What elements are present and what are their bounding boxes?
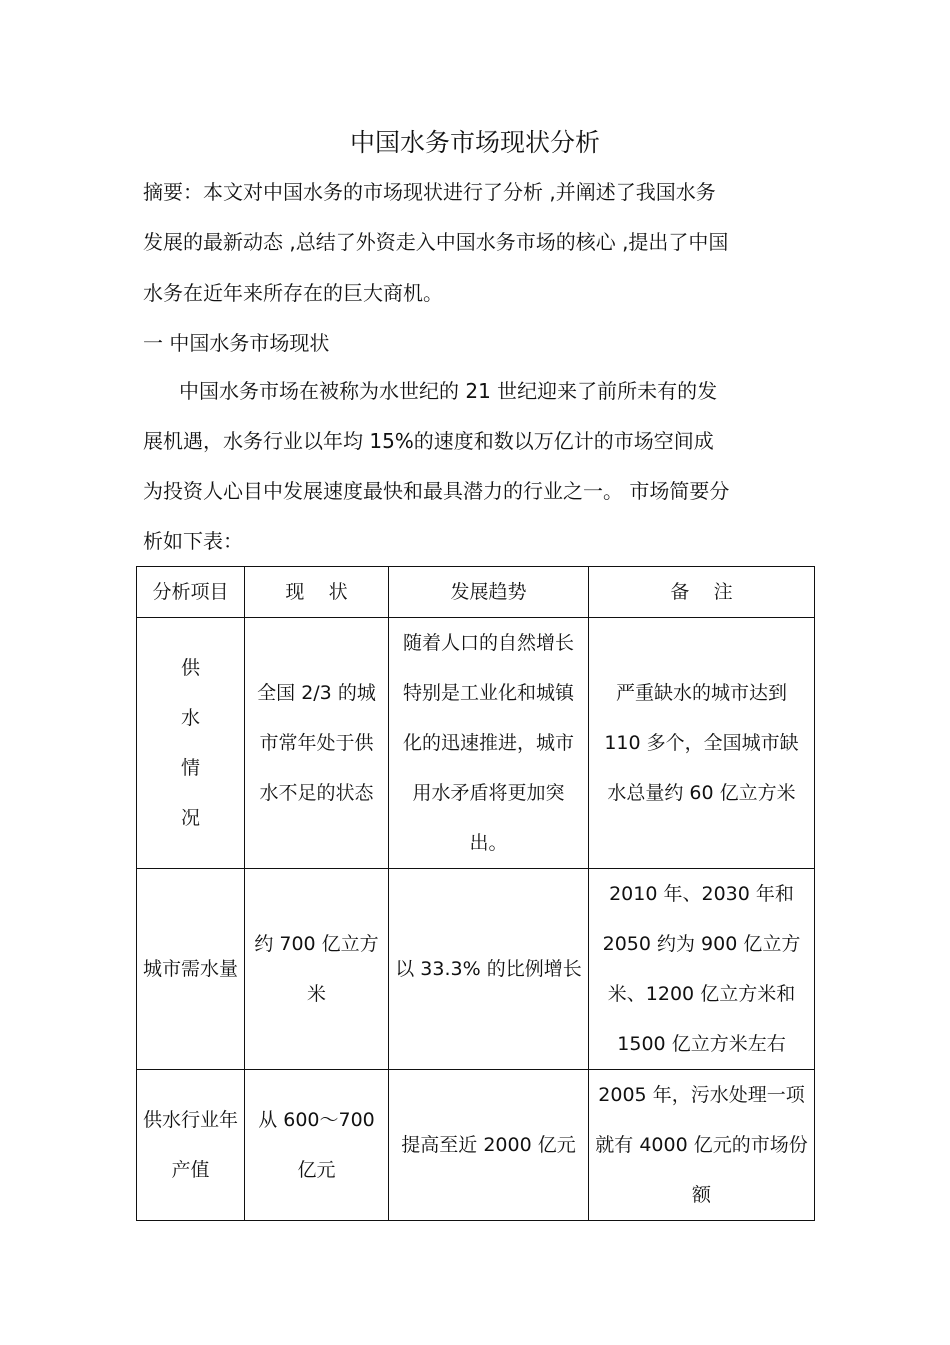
body-line: 展机遇，水务行业以年均 15%的速度和数以万亿计的市场空间成 <box>143 429 714 453</box>
abstract-line: 摘要：本文对中国水务的市场现状进行了分析 ,并阐述了我国水务 <box>143 180 716 204</box>
cell-trend: 以 33.3% 的比例增长 <box>389 869 589 1070</box>
header-cell-item: 分析项目 <box>137 567 245 618</box>
table-header-row <box>137 567 815 618</box>
cell-status: 从 600～700 亿元 <box>245 1070 389 1221</box>
table-row <box>137 618 815 869</box>
table-row <box>137 869 815 1070</box>
cell-trend: 随着人口的自然增长特别是工业化和城镇化的迅速推进，城市用水矛盾将更加突出。 <box>389 618 589 869</box>
section-heading: 一 中国水务市场现状 <box>143 331 330 355</box>
cell-status: 全国 2/3 的城市常年处于供水不足的状态 <box>245 618 389 869</box>
cell-item: 城市需水量 <box>137 869 245 1070</box>
market-analysis-table <box>136 566 815 1221</box>
header-cell-trend: 发展趋势 <box>389 567 589 618</box>
cell-item-vertical-text: 供水情况 <box>180 657 200 829</box>
abstract-line: 发展的最新动态 ,总结了外资走入中国水务市场的核心 ,提出了中国 <box>143 230 729 254</box>
cell-note: 2010 年、2030 年和 2050 约为 900 亿立方米、1200 亿立方米和 1500 亿立方米左右 <box>589 869 815 1070</box>
cell-note: 严重缺水的城市达到 110 多个，全国城市缺水总量约 60 亿立方米 <box>589 618 815 869</box>
abstract-line: 水务在近年来所存在的巨大商机。 <box>143 281 443 305</box>
body-line: 为投资人心目中发展速度最快和最具潜力的行业之一。 市场简要分 <box>143 479 730 503</box>
body-line: 析如下表： <box>143 529 243 553</box>
cell-item <box>137 618 245 869</box>
header-cell-status: 现 状 <box>245 567 389 618</box>
cell-trend: 提高至近 2000 亿元 <box>389 1070 589 1221</box>
cell-note: 2005 年，污水处理一项就有 4000 亿元的市场份额 <box>589 1070 815 1221</box>
body-line: 中国水务市场在被称为水世纪的 21 世纪迎来了前所未有的发 <box>179 379 718 403</box>
header-cell-note: 备 注 <box>589 567 815 618</box>
cell-status: 约 700 亿立方米 <box>245 869 389 1070</box>
cell-item: 供水行业年产值 <box>137 1070 245 1221</box>
document-title: 中国水务市场现状分析 <box>349 128 600 157</box>
table-row <box>137 1070 815 1221</box>
